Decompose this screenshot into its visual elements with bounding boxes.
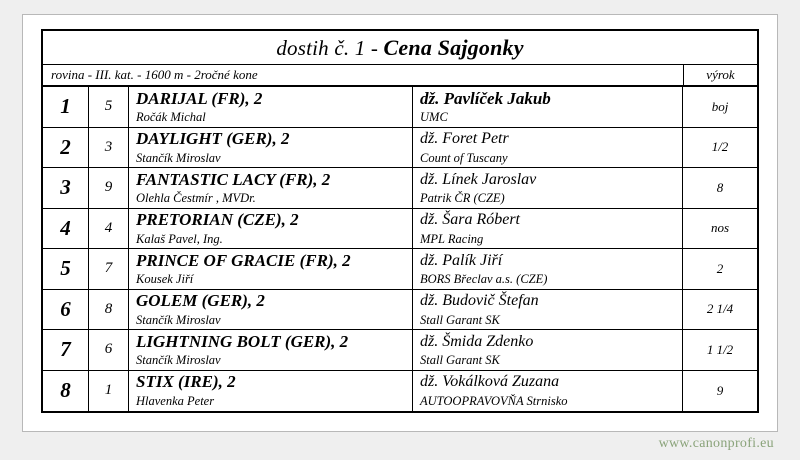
owner-name: UMC [420,110,448,124]
table-row [43,87,757,128]
horse-cell [129,168,413,208]
owner-name: MPL Racing [420,231,484,246]
jockey-cell [413,168,683,208]
page-title [276,35,523,61]
winning-margin: 8 [716,179,724,195]
trainer-name: Kousek Jiří [136,272,194,286]
jockey-cell [413,249,683,289]
owner-name: Count of Tuscany [420,150,508,165]
watermark: www.canonprofi.eu [658,436,774,451]
horse-name: DARIJAL (FR), 2 [136,88,263,108]
finish-position: 2 [43,128,89,168]
owner-name: Stall Garant SK [420,353,500,367]
horse-name: STIX (IRE), 2 [136,372,236,391]
horse-cell [129,290,413,330]
saddle-number: 4 [89,209,129,249]
trainer-name: Stančík Miroslav [136,312,221,327]
jockey-name: dž. Foret Petr [420,130,509,147]
race-conditions: rovina - III. kat. - 1600 m - 2ročné kone [51,67,258,82]
table-row [43,249,757,290]
winning-margin: 2 1/4 [706,301,734,317]
jockey-name: dž. Šmida Zdenko [420,332,534,350]
horse-cell [129,371,413,412]
saddle-number: 7 [89,249,129,289]
horse-name: PRETORIAN (CZE), 2 [136,210,299,229]
finish-position: 3 [43,168,89,208]
saddle-number: 9 [89,168,129,208]
winning-margin: boj [711,98,729,114]
horse-cell [129,330,413,370]
winning-margin: 1/2 [711,139,729,155]
finish-position: 1 [43,87,89,127]
result-sheet [22,14,778,432]
table-row [43,168,757,209]
saddle-number: 5 [89,87,129,127]
owner-name: AUTOOPRAVOVŇA Strnisko [420,393,568,408]
entries-list [43,87,757,411]
jockey-cell [413,371,683,412]
finish-position: 6 [43,290,89,330]
horse-name: DAYLIGHT (GER), 2 [136,129,290,148]
jockey-name: dž. Budovič Štefan [420,292,539,309]
table-row [43,371,757,412]
race-name: Cena Sajgonky [383,34,524,60]
jockey-cell [413,330,683,370]
table-row [43,330,757,371]
finish-position: 7 [43,330,89,370]
trainer-name: Olehla Čestmír , MVDr. [136,191,256,205]
horse-name: PRINCE OF GRACIE (FR), 2 [136,250,351,270]
owner-name: Stall Garant SK [420,312,500,327]
jockey-cell [413,87,683,127]
owner-name: BORS Břeclav a.s. (CZE) [420,272,548,286]
horse-name: FANTASTIC LACY (FR), 2 [136,169,331,189]
winning-margin: 1 1/2 [706,341,734,357]
results-table [41,29,759,413]
jockey-cell [413,290,683,330]
jockey-name: dž. Vokálková Zuzana [420,373,560,390]
horse-cell [129,249,413,289]
winning-margin: nos [710,220,730,236]
horse-cell [129,209,413,249]
column-header-margin: výrok [683,65,757,85]
saddle-number: 8 [89,290,129,330]
saddle-number: 3 [89,128,129,168]
trainer-name: Stančík Miroslav [136,353,221,367]
table-row [43,128,757,169]
trainer-name: Stančík Miroslav [136,150,221,165]
winning-margin: 2 [716,260,724,276]
finish-position: 4 [43,209,89,249]
trainer-name: Hlavenka Peter [136,393,215,408]
horse-name: LIGHTNING BOLT (GER), 2 [136,331,349,351]
trainer-name: Ročák Michal [136,110,206,124]
table-row [43,290,757,331]
jockey-name: dž. Palík Jiří [420,251,503,269]
saddle-number: 6 [89,330,129,370]
jockey-cell [413,128,683,168]
table-row [43,209,757,250]
saddle-number: 1 [89,371,129,412]
winning-margin: 9 [716,382,724,398]
horse-name: GOLEM (GER), 2 [136,291,265,310]
jockey-name: dž. Šara Róbert [420,211,520,228]
finish-position: 5 [43,249,89,289]
horse-cell [129,128,413,168]
owner-name: Patrik ČR (CZE) [420,191,505,205]
finish-position: 8 [43,371,89,412]
horse-cell [129,87,413,127]
jockey-name: dž. Línek Jaroslav [420,170,537,188]
jockey-cell [413,209,683,249]
race-number-label: dostih č. 1 - [276,35,384,60]
trainer-name: Kalaš Pavel, Ing. [136,231,223,246]
race-title-row [43,31,757,65]
jockey-name: dž. Pavlíček Jakub [420,88,551,108]
race-conditions-row [43,65,757,87]
